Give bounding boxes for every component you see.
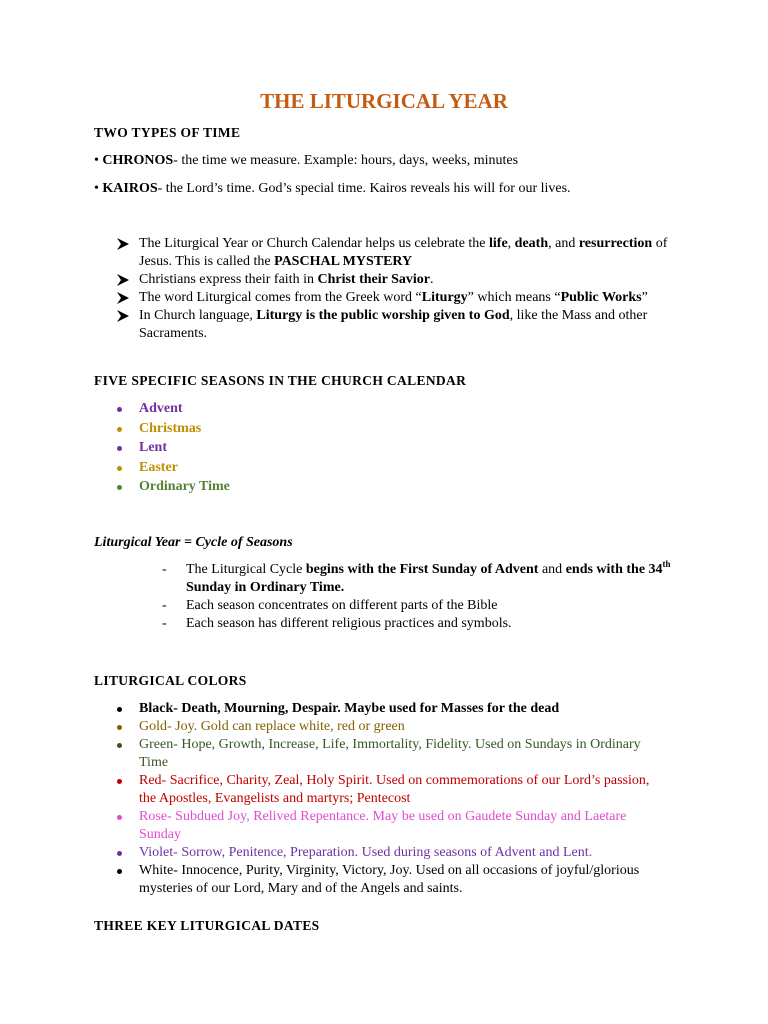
color-item-gold — [116, 718, 656, 736]
season-item-advent — [116, 400, 230, 420]
bold-run: death — [514, 236, 549, 251]
color-item-red — [116, 772, 656, 808]
dash-glyph: - — [162, 598, 167, 613]
text-run: Christians express their faith in — [139, 272, 318, 287]
kairos-text: - the Lord’s time. God’s special time. Kairos reveals his will for our lives. — [157, 181, 571, 196]
bold-run: resurrection — [578, 236, 653, 251]
text-run: of Jesus. This is called the — [139, 236, 668, 269]
text-run: , like the Mass and other Sacraments. — [139, 308, 648, 341]
bold-run: Liturgy is the public worship given to God — [256, 308, 510, 323]
text-run: In Church language, — [139, 308, 257, 323]
text-run: Each season concentrates on different parts of the Bible — [186, 598, 498, 613]
season-item-ordinary-time — [116, 478, 230, 498]
arrow-list-item — [116, 289, 676, 307]
bullet-dot-icon — [117, 446, 122, 451]
bullet-dot-icon — [117, 869, 122, 874]
bullet-glyph: • — [94, 181, 99, 196]
arrow-bullet-icon — [116, 309, 130, 323]
chronos-text: - the time we measure. Example: hours, days, weeks, minutes — [173, 153, 519, 168]
arrow-list-item — [116, 307, 676, 343]
bullet-dot-icon — [117, 485, 122, 490]
bullet-dot-icon — [117, 725, 122, 730]
arrow-list-item — [116, 271, 676, 289]
kairos-line — [94, 180, 571, 198]
bullet-dot-icon — [117, 707, 122, 712]
arrow-bullet-list — [116, 235, 676, 343]
bullet-dot-icon — [117, 427, 122, 432]
seasons-list — [116, 400, 230, 498]
bold-run: life — [489, 236, 508, 251]
chronos-term: CHRONOS — [102, 153, 174, 168]
superscript: th — [662, 559, 671, 569]
section-heading-three-key-dates: THREE KEY LITURGICAL DATES — [94, 918, 320, 933]
bold-run: begins with the First Sunday of Advent — [305, 562, 539, 577]
text-run: ” which means “ — [467, 290, 561, 305]
arrow-bullet-icon — [116, 237, 130, 251]
season-label: Easter — [139, 459, 178, 475]
text-run: . — [429, 272, 434, 287]
text-run: The word Liturgical comes from the Greek word “ — [139, 290, 422, 305]
text-run: , and — [548, 236, 579, 251]
color-item-white — [116, 862, 656, 898]
section-heading-two-types-of-time: TWO TYPES OF TIME — [94, 125, 241, 140]
kairos-term: KAIROS — [102, 181, 158, 196]
color-description: Black- Death, Mourning, Despair. Maybe used for Masses for the dead — [139, 701, 560, 716]
text-run: ” — [641, 290, 648, 305]
bullet-glyph: • — [94, 153, 99, 168]
bold-run: Liturgy — [421, 290, 468, 305]
chronos-line — [94, 152, 518, 170]
season-label: Advent — [139, 401, 183, 416]
color-description: Violet- Sorrow, Penitence, Preparation. Used during seasons of Advent and Lent. — [139, 845, 593, 860]
bullet-dot-icon — [117, 466, 122, 471]
season-label: Ordinary Time — [139, 479, 230, 494]
color-item-green — [116, 736, 656, 772]
color-item-rose — [116, 808, 656, 844]
bullet-dot-icon — [117, 851, 122, 856]
bullet-dot-icon — [117, 815, 122, 820]
bold-run: Sunday in Ordinary Time. — [186, 580, 345, 595]
color-description: Red- Sacrifice, Charity, Zeal, Holy Spirit. Used on commemorations of our Lord’s passion, the Apostles, Evangelists and martyrs; Pentecost — [139, 773, 650, 806]
season-label: Christmas — [139, 420, 202, 436]
season-item-easter — [116, 459, 230, 479]
text-run: Each season has different religious practices and symbols. — [186, 616, 512, 631]
arrow-bullet-icon — [116, 291, 130, 305]
text-run: , — [507, 236, 515, 251]
bold-run: Christ their Savior — [317, 272, 430, 287]
cycle-label: Liturgical Year = Cycle of Seasons — [94, 535, 293, 550]
bold-run: Public Works — [560, 290, 642, 305]
season-item-christmas — [116, 420, 230, 440]
section-heading-five-seasons: FIVE SPECIFIC SEASONS IN THE CHURCH CALENDAR — [94, 373, 467, 388]
dash-list-item — [160, 615, 680, 633]
season-label: Lent — [139, 440, 167, 455]
bullet-dot-icon — [117, 407, 122, 412]
color-description: White- Innocence, Purity, Virginity, Victory, Joy. Used on all occasions of joyful/glorious mysteries of our Lord, Mary and of the Angels and saints. — [139, 863, 640, 896]
liturgical-colors-list — [116, 700, 656, 898]
text-run: The Liturgical Year or Church Calendar helps us celebrate the — [139, 236, 490, 251]
bold-run: PASCHAL MYSTERY — [274, 254, 413, 269]
season-item-lent — [116, 439, 230, 459]
color-description: Gold- Joy. Gold can replace white, red or green — [139, 719, 405, 734]
color-description: Green- Hope, Growth, Increase, Life, Immortality, Fidelity. Used on Sundays in Ordinary Time — [139, 737, 641, 770]
dash-list-item — [160, 561, 680, 597]
text-run: The Liturgical Cycle — [186, 562, 306, 577]
dash-list — [160, 561, 680, 633]
section-heading-liturgical-colors: LITURGICAL COLORS — [94, 673, 247, 688]
text-run: and — [538, 562, 566, 577]
page-title: THE LITURGICAL YEAR — [260, 89, 508, 113]
color-item-violet — [116, 844, 656, 862]
dash-list-item — [160, 597, 680, 615]
arrow-bullet-icon — [116, 273, 130, 287]
bullet-dot-icon — [117, 779, 122, 784]
color-description: Rose- Subdued Joy, Relived Repentance. May be used on Gaudete Sunday and Laetare Sunday — [139, 809, 627, 842]
bold-run: ends with the 34 — [565, 562, 663, 577]
color-item-black — [116, 700, 656, 718]
arrow-list-item — [116, 235, 676, 271]
dash-glyph: - — [162, 616, 167, 631]
dash-glyph: - — [162, 562, 167, 577]
bullet-dot-icon — [117, 743, 122, 748]
